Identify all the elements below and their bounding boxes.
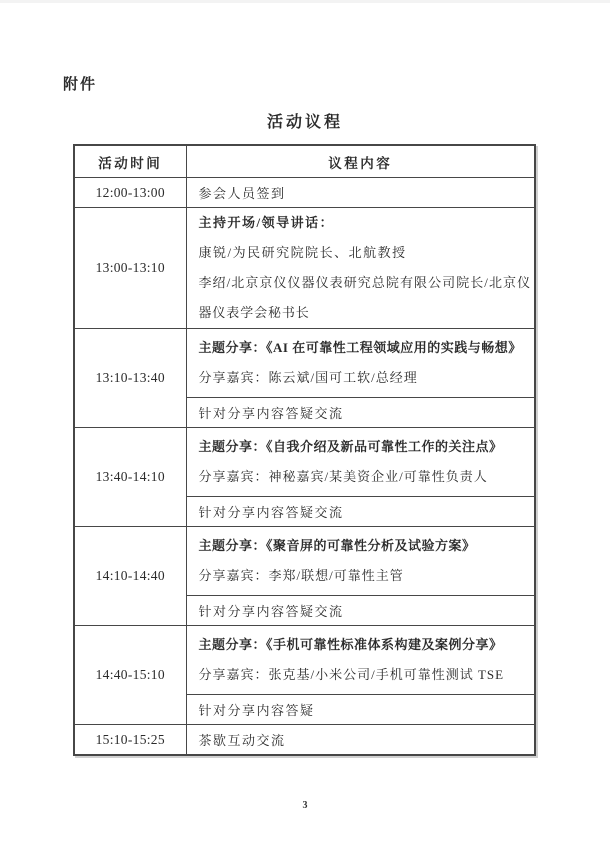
time-cell: 13:10-13:40 <box>74 329 186 428</box>
qa-cell: 针对分享内容答疑交流 <box>186 398 535 428</box>
table-row <box>74 626 535 695</box>
table-row <box>74 725 535 756</box>
content-cell <box>186 626 535 695</box>
table-row <box>74 178 535 208</box>
table-row <box>74 428 535 497</box>
table-header-row <box>74 145 535 178</box>
content-cell <box>186 329 535 398</box>
session-title: 主题分享：《AI 在可靠性工程领域应用的实践与畅想》 <box>198 340 522 355</box>
attachment-label: 附件 <box>63 77 98 93</box>
time-cell: 15:10-15:25 <box>74 725 186 756</box>
agenda-table <box>73 144 536 756</box>
time-cell: 13:40-14:10 <box>74 428 186 527</box>
page-title: 活动议程 <box>266 114 343 131</box>
page-number: 3 <box>302 800 308 811</box>
content-cell <box>186 428 535 497</box>
qa-cell: 针对分享内容答疑交流 <box>186 497 535 527</box>
column-header-time: 活动时间 <box>74 145 186 178</box>
content-cell: 参会人员签到 <box>186 178 535 208</box>
document-page <box>0 73 610 811</box>
guest-line: 分享嘉宾：神秘嘉宾/某美资企业/可靠性负责人 <box>198 469 488 484</box>
opening-heading: 主持开场/领导讲话： <box>198 215 335 230</box>
content-cell: 茶歇互动交流 <box>186 725 535 756</box>
content-cell <box>186 208 535 329</box>
session-title: 主题分享：《聚音屏的可靠性分析及试验方案》 <box>198 538 476 553</box>
time-cell: 12:00-13:00 <box>74 178 186 208</box>
qa-cell: 针对分享内容答疑交流 <box>186 596 535 626</box>
time-cell: 14:40-15:10 <box>74 626 186 725</box>
column-header-content: 议程内容 <box>186 145 535 178</box>
qa-cell: 针对分享内容答疑 <box>186 695 535 725</box>
time-cell: 14:10-14:40 <box>74 527 186 626</box>
guest-line: 分享嘉宾：陈云斌/国可工软/总经理 <box>198 370 418 385</box>
time-cell: 13:00-13:10 <box>74 208 186 329</box>
content-cell <box>186 527 535 596</box>
table-row <box>74 329 535 398</box>
table-row <box>74 208 535 329</box>
speaker-line: 李绍/北京京仪仪器仪表研究总院有限公司院长/北京仪器仪表学会秘书长 <box>198 275 531 320</box>
page-top-edge <box>0 0 610 3</box>
guest-line: 分享嘉宾：张克基/小米公司/手机可靠性测试 TSE <box>198 667 505 682</box>
session-title: 主题分享：《自我介绍及新品可靠性工作的关注点》 <box>198 439 503 454</box>
guest-line: 分享嘉宾：李郑/联想/可靠性主管 <box>198 568 404 583</box>
speaker-line: 康锐/为民研究院院长、北航教授 <box>198 245 407 260</box>
session-title: 主题分享：《手机可靠性标准体系构建及案例分享》 <box>198 637 503 652</box>
table-row <box>74 527 535 596</box>
